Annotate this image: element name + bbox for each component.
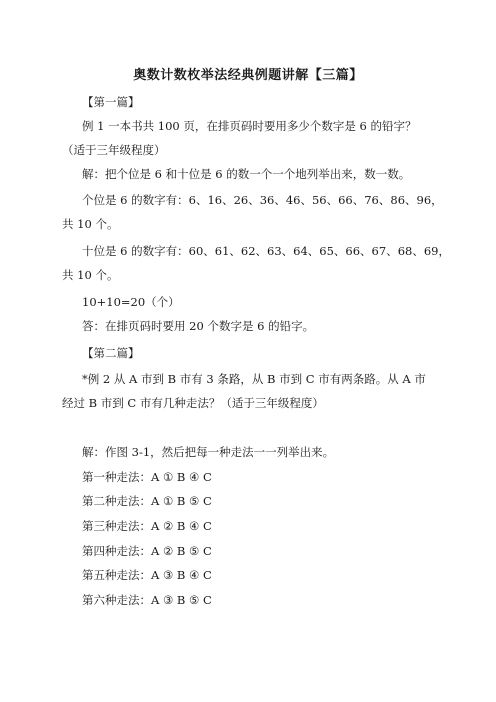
document-title: 奥数计数枚举法经典例题讲解【三篇】 xyxy=(133,68,363,83)
paragraph-line: 经过 B 市到 C 市有几种走法？（适于三年级程度） xyxy=(62,396,324,410)
section-heading-2: 【第二篇】 xyxy=(82,346,140,360)
paragraph-line: 十位是 6 的数字有：60、61、62、63、64、65、66、67、68、69， xyxy=(82,244,450,258)
paragraph-line: 解：作图 3-1，然后把每一种走法一一列举出来。 xyxy=(82,445,335,459)
paragraph-line: 共 10 个。 xyxy=(62,217,119,231)
paragraph-line: 解：把个位是 6 和十位是 6 的数一个一个地列举出来，数一数。 xyxy=(82,167,411,181)
paragraph-line: 答：在排页码时要用 20 个数字是 6 的铅字。 xyxy=(82,319,315,333)
paragraph-line: *例 2 从 A 市到 B 市有 3 条路，从 B 市到 C 市有两条路。从 A 市 xyxy=(82,372,426,386)
paragraph-line: 个位是 6 的数字有：6、16、26、36、46、56、66、76、86、96， xyxy=(82,193,443,207)
route-line-6: 第六种走法：A ③ B ⑤ C xyxy=(82,593,212,607)
route-line-1: 第一种走法：A ① B ④ C xyxy=(82,470,212,484)
paragraph-line: 共 10 个。 xyxy=(62,268,119,282)
paragraph-line: 10+10=20（个） xyxy=(82,295,180,309)
section-heading-1: 【第一篇】 xyxy=(82,95,140,109)
route-line-3: 第三种走法：A ② B ④ C xyxy=(82,519,212,533)
route-line-4: 第四种走法：A ② B ⑤ C xyxy=(82,544,212,558)
route-line-5: 第五种走法：A ③ B ④ C xyxy=(82,568,212,582)
route-line-2: 第二种走法：A ① B ⑤ C xyxy=(82,494,212,508)
paragraph-line: （适于三年级程度） xyxy=(62,143,166,157)
paragraph-line: 例 1 一本书共 100 页，在排页码时要用多少个数字是 6 的铅字？ xyxy=(82,119,417,133)
